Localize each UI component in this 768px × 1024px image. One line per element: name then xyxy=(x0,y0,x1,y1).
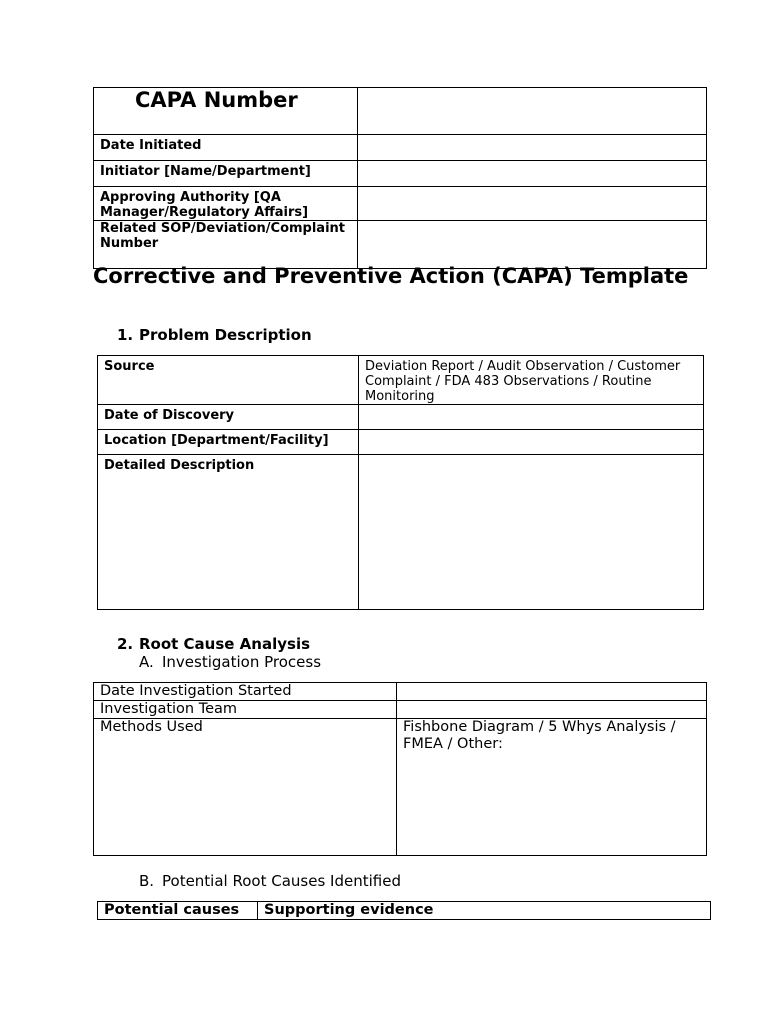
subsection-a-heading xyxy=(139,653,321,671)
initiator-label: Initiator [Name/Department] xyxy=(94,161,358,187)
section-2-title: Root Cause Analysis xyxy=(139,635,311,653)
date-investigation-started-label: Date Investigation Started xyxy=(94,683,397,701)
related-number-label: Related SOP/Deviation/Complaint Number xyxy=(94,221,358,269)
subsection-a-letter: A. xyxy=(139,653,154,671)
methods-used-value[interactable]: Fishbone Diagram / 5 Whys Analysis / FMEA / Other: xyxy=(397,719,707,856)
potential-causes-header: Potential causes xyxy=(98,902,258,920)
investigation-team-field[interactable] xyxy=(397,701,707,719)
detailed-description-field[interactable] xyxy=(359,455,704,610)
document-title: Corrective and Preventive Action (CAPA) Template xyxy=(93,264,689,288)
subsection-b-letter: B. xyxy=(139,872,155,890)
source-label: Source xyxy=(98,356,359,405)
section-1-heading xyxy=(117,326,312,344)
subsection-b-title: Potential Root Causes Identified xyxy=(162,872,401,890)
section-1-title: Problem Description xyxy=(139,326,312,344)
date-investigation-started-field[interactable] xyxy=(397,683,707,701)
date-initiated-label: Date Initiated xyxy=(94,135,358,161)
initiator-field[interactable] xyxy=(358,161,707,187)
related-number-field[interactable] xyxy=(358,221,707,269)
capa-number-field[interactable] xyxy=(358,88,707,135)
approving-authority-label: Approving Authority [QA Manager/Regulatory Affairs] xyxy=(94,187,358,221)
detailed-description-label: Detailed Description xyxy=(98,455,359,610)
section-2-number: 2. xyxy=(117,635,134,653)
investigation-team-label: Investigation Team xyxy=(94,701,397,719)
location-field[interactable] xyxy=(359,430,704,455)
subsection-a-title: Investigation Process xyxy=(162,653,322,671)
source-value[interactable]: Deviation Report / Audit Observation / Customer Complaint / FDA 483 Observations / Routine Monitoring xyxy=(359,356,704,405)
location-label: Location [Department/Facility] xyxy=(98,430,359,455)
investigation-process-table xyxy=(93,682,707,856)
problem-description-table xyxy=(97,355,704,610)
section-2-heading xyxy=(117,635,310,653)
date-of-discovery-field[interactable] xyxy=(359,405,704,430)
capa-header-table xyxy=(93,87,707,269)
date-of-discovery-label: Date of Discovery xyxy=(98,405,359,430)
subsection-b-heading xyxy=(139,872,401,890)
section-1-number: 1. xyxy=(117,326,134,344)
methods-used-label: Methods Used xyxy=(94,719,397,856)
date-initiated-field[interactable] xyxy=(358,135,707,161)
capa-number-label: CAPA Number xyxy=(94,88,358,135)
approving-authority-field[interactable] xyxy=(358,187,707,221)
root-causes-table xyxy=(97,901,711,920)
supporting-evidence-header: Supporting evidence xyxy=(258,902,711,920)
